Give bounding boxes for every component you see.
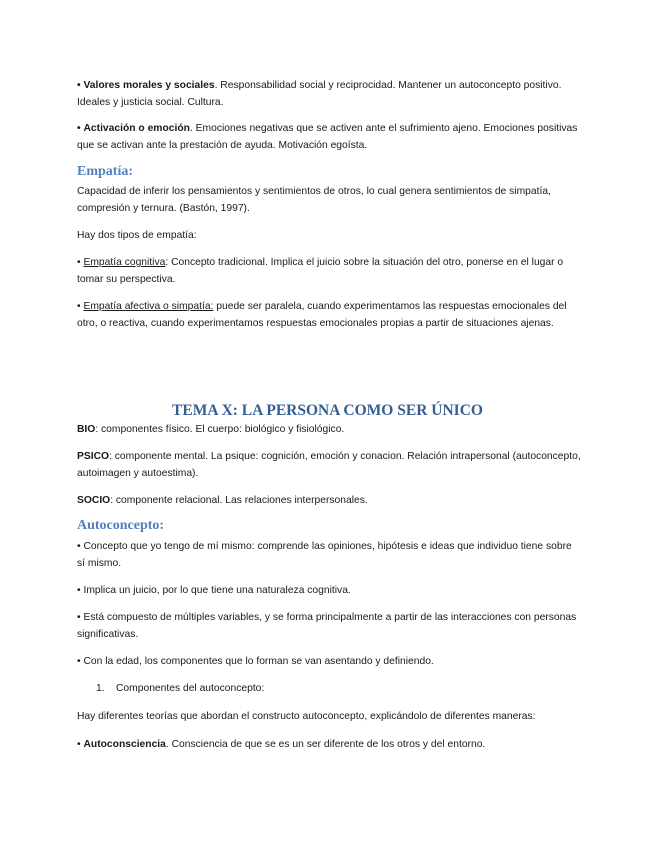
activacion-term: Activación o emoción bbox=[83, 123, 190, 134]
bio-paragraph bbox=[77, 421, 582, 438]
autoconcepto-bullet-1: • Concepto que yo tengo de mí mismo: comprende las opiniones, hipótesis e ideas que individuo tiene sobre sí mismo. bbox=[77, 541, 572, 569]
bio-term: BIO bbox=[77, 424, 96, 435]
socio-term: SOCIO bbox=[77, 495, 111, 506]
bullet: • bbox=[77, 301, 81, 312]
psico-paragraph bbox=[77, 448, 582, 482]
autoconcepto-bullet-2: • Implica un juicio, por lo que tiene una naturaleza cognitiva. bbox=[77, 585, 351, 596]
empatia-afectiva-term: Empatía afectiva o simpatía: bbox=[83, 301, 214, 312]
autoconcepto-bullet-3: • Está compuesto de múltiples variables, y se forma principalmente a partir de las interacciones con personas significativas. bbox=[77, 612, 577, 640]
empatia-cognitiva-term: Empatía cognitiva bbox=[83, 257, 166, 268]
valores-paragraph bbox=[77, 77, 582, 111]
teorias-paragraph: Hay diferentes teorías que abordan el constructo autoconcepto, explicándolo de diferentes maneras: bbox=[77, 711, 536, 722]
empatia-afectiva-text: puede ser paralela, cuando experimentamos las respuestas emocionales del otro, o reactiva, cuando experimentamos respuestas emocionales propias a partir de situaciones ajenas. bbox=[77, 301, 567, 329]
socio-paragraph bbox=[77, 492, 582, 509]
empatia-heading: Empatía: bbox=[77, 164, 133, 179]
empatia-cognitiva-paragraph bbox=[77, 254, 582, 288]
tema-title: TEMA X: LA PERSONA COMO SER ÚNICO bbox=[172, 402, 483, 419]
numbered-list-item bbox=[96, 680, 601, 697]
valores-text: . Responsabilidad social y reciprocidad. Mantener un autoconcepto positivo. Ideales y justicia social. Cultura. bbox=[77, 80, 562, 108]
activacion-paragraph bbox=[77, 120, 582, 154]
bio-text: : componentes físico. El cuerpo: biológico y fisiológico. bbox=[95, 424, 345, 435]
socio-text: : componente relacional. Las relaciones interpersonales. bbox=[110, 495, 368, 506]
bullet: • bbox=[77, 80, 81, 91]
list-item-text: Componentes del autoconcepto: bbox=[116, 683, 265, 694]
list-number: 1. bbox=[96, 683, 105, 694]
empatia-definition: Capacidad de inferir los pensamientos y sentimientos de otros, lo cual genera sentimientos de simpatía, compresión y ternura. (Bastón, 1997). bbox=[77, 186, 551, 214]
empatia-intro: Hay dos tipos de empatía: bbox=[77, 230, 197, 241]
bullet: • bbox=[77, 123, 81, 134]
autoconsciencia-term: Autoconsciencia bbox=[83, 739, 166, 750]
autoconcepto-bullet-4: • Con la edad, los componentes que lo forman se van asentando y definiendo. bbox=[77, 656, 434, 667]
activacion-text: . Emociones negativas que se activen ante el sufrimiento ajeno. Emociones positivas que se activan ante la prestación de ayuda. Motivación egoísta. bbox=[77, 123, 578, 151]
bullet: • bbox=[77, 739, 81, 750]
valores-term: Valores morales y sociales bbox=[83, 80, 215, 91]
autoconcepto-heading: Autoconcepto: bbox=[77, 518, 165, 533]
empatia-cognitiva-text: : Concepto tradicional. Implica el juicio sobre la situación del otro, ponerse en el lugar o tomar su perspectiva. bbox=[77, 257, 564, 285]
psico-term: PSICO bbox=[77, 451, 110, 462]
psico-text: : componente mental. La psique: cognición, emoción y conacion. Relación intrapersonal (autoconcepto, autoimagen y autoestima). bbox=[77, 451, 581, 479]
autoconsciencia-paragraph bbox=[77, 736, 582, 753]
autoconsciencia-text: . Consciencia de que se es un ser diferente de los otros y del entorno. bbox=[165, 739, 486, 750]
bullet: • bbox=[77, 257, 81, 268]
empatia-afectiva-paragraph bbox=[77, 298, 582, 332]
